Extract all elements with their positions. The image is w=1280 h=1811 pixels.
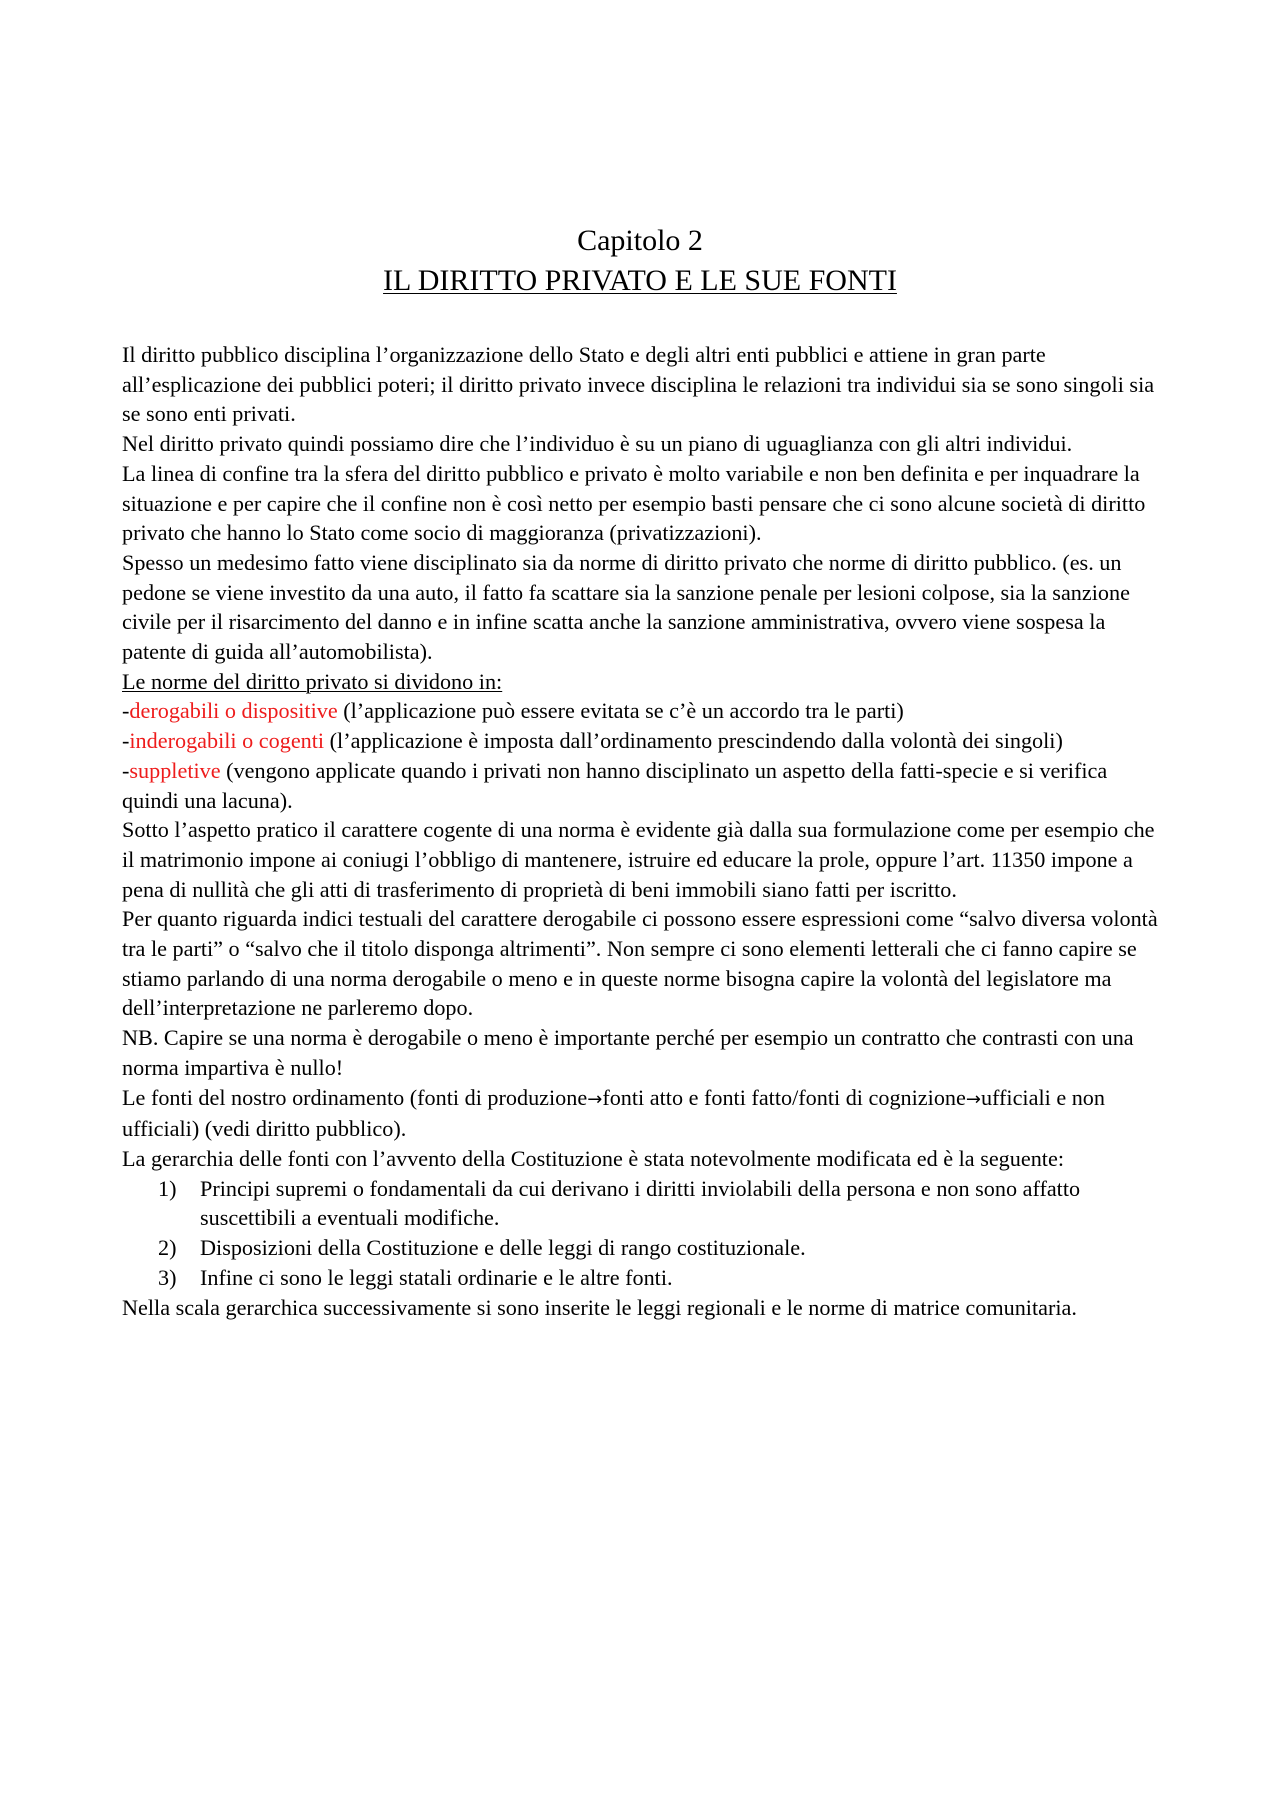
norm-item: -suppletive (vengono applicate quando i privati non hanno disciplinato un aspetto della fatti-specie e si verifica quindi una lacuna). xyxy=(122,757,1108,813)
norm-term: suppletive xyxy=(129,757,221,783)
paragraph: NB. Capire se una norma è derogabile o meno è importante perché per esempio un contratto che contrasti con una norma impartiva è nullo! xyxy=(122,1025,1134,1080)
norm-description: (l’applicazione può essere evitata se c’è un accordo tra le parti) xyxy=(337,698,904,724)
paragraph: Nella scala gerarchica successivamente si sono inserite le leggi regionali e le norme di matrice comunitaria. xyxy=(122,1294,1077,1320)
norm-term: derogabili o dispositive xyxy=(129,698,338,724)
paragraph: Nel diritto privato quindi possiamo dire che l’individuo è su un piano di uguaglianza con gli altri individui. xyxy=(122,431,1073,457)
paragraph: La linea di confine tra la sfera del diritto pubblico e privato è molto variabile e non ben definita e per inquadrare la situazione e per capire che il confine non è così netto per esempio basti pensare che ci sono alcune società di diritto privato che hanno lo Stato come socio di maggioranza (privatizzazioni). xyxy=(122,460,1146,546)
paragraph: Il diritto pubblico disciplina l’organizzazione dello Stato e degli altri enti pubblici e attiene in gran parte all’esplicazione dei pubblici poteri; il diritto privato invece disciplina le relazioni tra individui sia se sono singoli sia se sono enti privati. xyxy=(122,342,1155,427)
chapter-label: Capitolo 2 xyxy=(577,224,703,257)
paragraph: Le fonti del nostro ordinamento (fonti di produzione→fonti atto e fonti fatto/fonti di cognizione→ufficiali e non ufficiali) (vedi diritto pubblico). xyxy=(122,1084,1105,1142)
norm-description: (l’applicazione è imposta dall’ordinamento prescindendo dalla volontà dei singoli) xyxy=(324,728,1063,754)
chapter-title: IL DIRITTO PRIVATO E LE SUE FONTI xyxy=(383,264,897,297)
hierarchy-list xyxy=(122,1174,1167,1293)
arrow-right-icon: → xyxy=(965,1088,981,1110)
paragraph: La gerarchia delle fonti con l’avvento della Costituzione è stata notevolmente modificata ed è la seguente: xyxy=(122,1145,1064,1171)
paragraph: Spesso un medesimo fatto viene disciplinato sia da norme di diritto privato che norme di diritto pubblico. (es. un pedone se viene investito da una auto, il fatto fa scattare sia la sanzione penale per lesioni colpose, sia la sanzione civile per il risarcimento del danno e in infine scatta anche la sanzione amministrativa, ovvero viene sospesa la patente di guida all’automobilista). xyxy=(122,549,1130,665)
norms-heading: Le norme del diritto privato si dividono in: xyxy=(122,668,503,694)
list-item: 2) Disposizioni della Costituzione e delle leggi di rango costituzionale. xyxy=(158,1235,806,1261)
norm-item: -inderogabili o cogenti (l’applicazione è imposta dall’ordinamento prescindendo dalla volontà dei singoli) xyxy=(122,728,1063,754)
paragraph: Per quanto riguarda indici testuali del carattere derogabile ci possono essere espressioni come “salvo diversa volontà tra le parti” o “salvo che il titolo disponga altrimenti”. Non sempre ci sono elementi letterali che ci fanno capire se stiamo parlando di una norma derogabile o meno e in queste norme bisogna capire la volontà del legislatore ma dell’interpretazione ne parleremo dopo. xyxy=(122,906,1158,1021)
arrow-right-icon: → xyxy=(587,1088,603,1110)
norm-item: -derogabili o dispositive (l’applicazione può essere evitata se c’è un accordo tra le parti) xyxy=(122,698,904,724)
list-item: 1) Principi supremi o fondamentali da cui derivano i diritti inviolabili della persona e non sono affatto suscettibili a eventuali modifiche. xyxy=(158,1175,1081,1231)
paragraph: Sotto l’aspetto pratico il carattere cogente di una norma è evidente già dalla sua formulazione come per esempio che il matrimonio impone ai coniugi l’obbligo di mantenere, istruire ed educare la prole, oppure l’art. 11350 impone a pena di nullità che gli atti di trasferimento di proprietà di beni immobili siano fatti per iscritto. xyxy=(122,817,1155,902)
norm-term: inderogabili o cogenti xyxy=(129,728,325,754)
norm-description: (vengono applicate quando i privati non hanno disciplinato un aspetto della fatti-specie e si verifica quindi una lacuna). xyxy=(122,757,1108,813)
list-item: 3) Infine ci sono le leggi statali ordinarie e le altre fonti. xyxy=(158,1264,673,1290)
document-body xyxy=(122,340,1167,1322)
